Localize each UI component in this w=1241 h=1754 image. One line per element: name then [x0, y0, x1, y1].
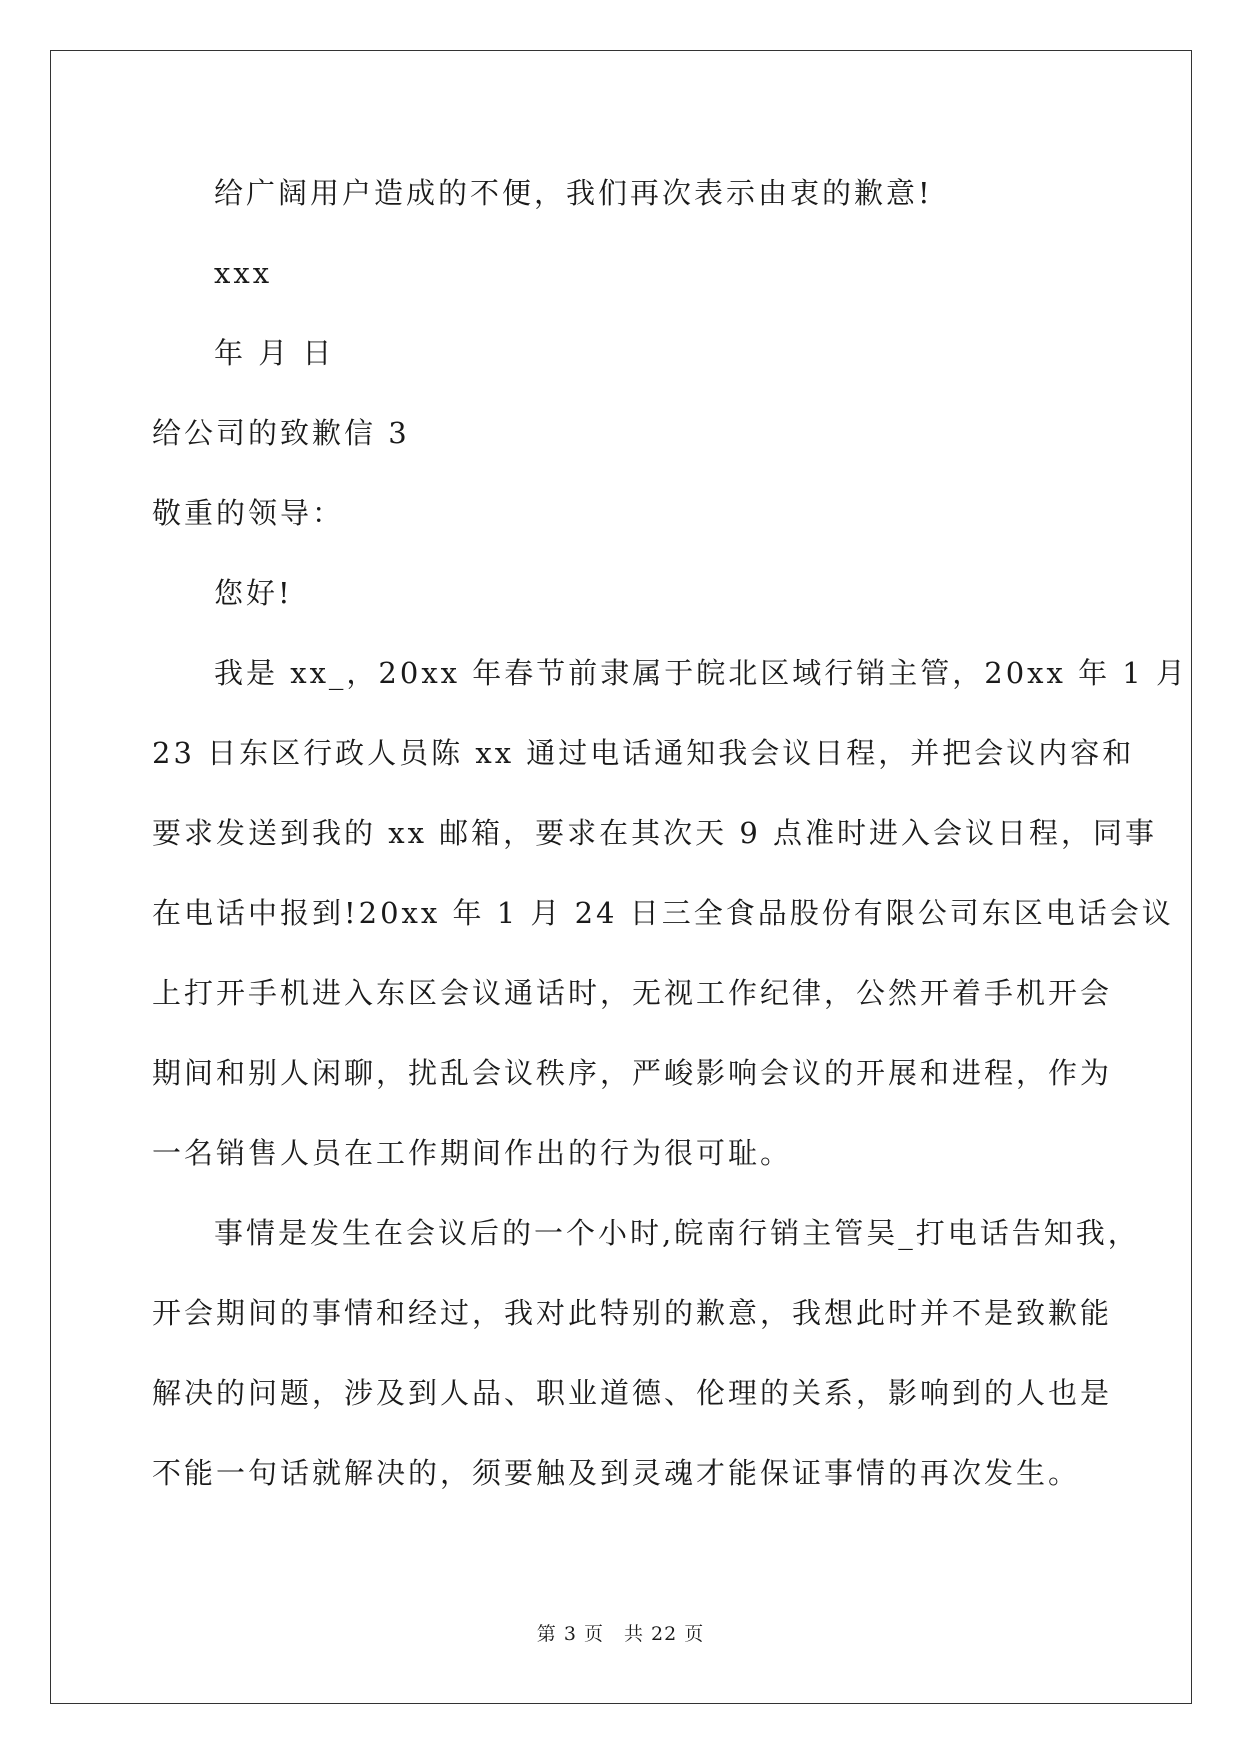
paragraph-line: 不能一句话就解决的，须要触及到灵魂才能保证事情的再次发生。 [152, 1456, 1081, 1490]
greeting: 您好! [214, 576, 293, 610]
paragraph-line: 一名销售人员在工作期间作出的行为很可耻。 [152, 1136, 793, 1170]
salutation: 敬重的领导： [152, 496, 345, 530]
paragraph-line: 要求发送到我的 xx 邮箱，要求在其次天 9 点准时进入会议日程，同事 [152, 816, 1158, 850]
paragraph-line: 给广阔用户造成的不便，我们再次表示由衷的歉意! [214, 176, 933, 210]
paragraph-line: 在电话中报到!20xx 年 1 月 24 日三全食品股份有限公司东区电话会议 [152, 896, 1174, 930]
paragraph-line: 期间和别人闲聊，扰乱会议秩序，严峻影响会议的开展和进程，作为 [152, 1056, 1113, 1090]
paragraph-line: 事情是发生在会议后的一个小时,皖南行销主管吴_打电话告知我， [214, 1216, 1140, 1250]
signature-date: 年 月 日 [214, 336, 335, 370]
section-heading: 给公司的致歉信 3 [152, 416, 410, 450]
signature-name: xxx [214, 256, 273, 290]
page-footer: 第 3 页 共 22 页 [536, 1623, 705, 1645]
paragraph-line: 开会期间的事情和经过，我对此特别的歉意，我想此时并不是致歉能 [152, 1296, 1113, 1330]
paragraph-line: 23 日东区行政人员陈 xx 通过电话通知我会议日程，并把会议内容和 [152, 736, 1135, 770]
paragraph-line: 我是 xx_，20xx 年春节前隶属于皖北区域行销主管，20xx 年 1 月 [214, 656, 1188, 690]
paragraph-line: 解决的问题，涉及到人品、职业道德、伦理的关系，影响到的人也是 [152, 1376, 1113, 1410]
paragraph-line: 上打开手机进入东区会议通话时，无视工作纪律，公然开着手机开会 [152, 976, 1113, 1010]
